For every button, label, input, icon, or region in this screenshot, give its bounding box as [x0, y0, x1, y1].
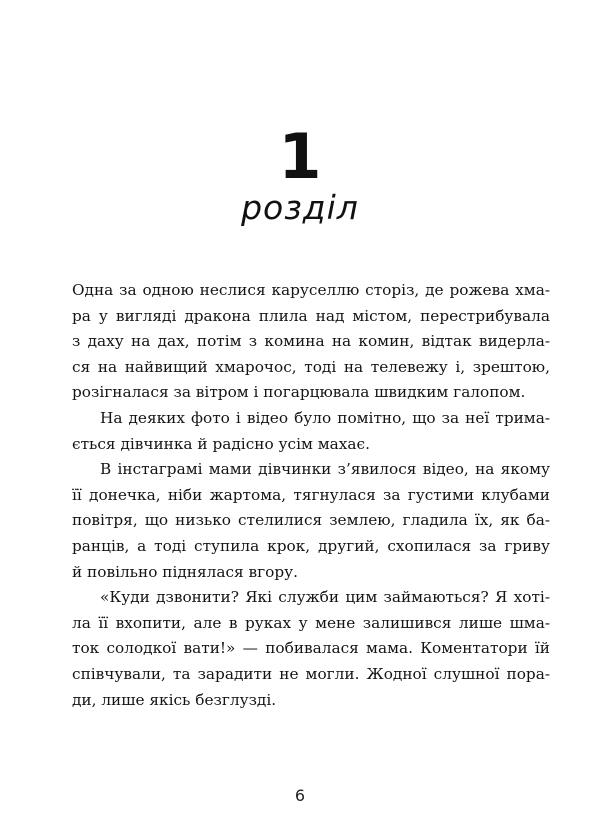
text-line: ток солодкої вати!» — побивалася мама. Коментатори їй	[72, 639, 550, 658]
text-line: На деяких фото і відео було помітно, що за неї трима-	[100, 408, 550, 427]
text-line: з даху на дах, потім з комина на комин, відтак видерла-	[72, 332, 550, 351]
text-line: співчували, та зарадити не могли. Жодної слушної пора-	[72, 664, 550, 683]
text-line: повітря, що низько стелилися землею, гладила їх, як ба-	[72, 511, 550, 530]
text-line: розігналася за вітром і погарцювала швидким галопом.	[72, 383, 526, 402]
text-line: Одна за одною неслися каруселлю сторіз, де рожева хма-	[72, 281, 550, 299]
body-text	[72, 278, 550, 713]
text-line: й повільно піднялася вгору.	[72, 562, 299, 581]
paragraph-4	[72, 585, 550, 713]
paragraph-2	[72, 406, 550, 457]
text-line: В інстаграмі мами дівчинки з’явилося відео, на якому	[100, 460, 550, 479]
page-number: 6	[294, 786, 306, 805]
text-line: ся на найвищий хмарочос, тоді на телевежу і, зрештою,	[72, 357, 550, 376]
text-line: ди, лише якісь безглузді.	[72, 690, 277, 709]
text-line: ється дівчинка й радісно усім махає.	[72, 434, 370, 453]
chapter-heading: розділ	[241, 188, 359, 227]
paragraph-1	[72, 278, 550, 406]
text-line: ра у вигляді дракона плила над містом, перестрибувала	[72, 306, 550, 325]
text-line: «Куди дзвонити? Які служби цим займаються? Я хоті-	[100, 588, 550, 607]
text-line: її донечка, ніби жартома, тягнулася за густими клубами	[72, 485, 550, 504]
text-line: ла її вхопити, але в руках у мене залишився лише шма-	[72, 613, 550, 632]
text-line: ранців, а тоді ступила крок, другий, схопилася за гриву	[72, 536, 550, 555]
chapter-number: 1	[278, 120, 322, 193]
paragraph-3	[72, 457, 550, 585]
